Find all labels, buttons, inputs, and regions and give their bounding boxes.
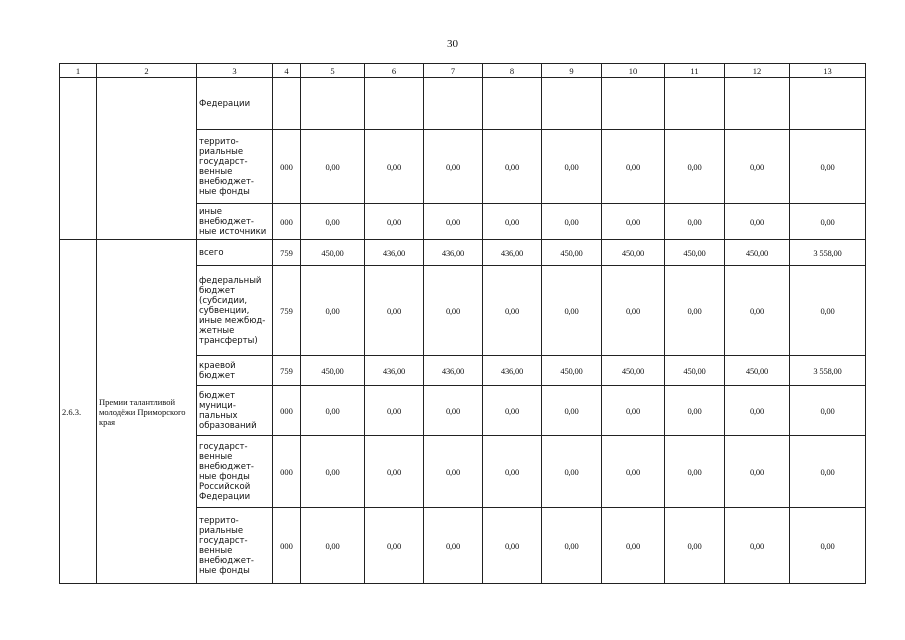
source-cell: краевой бюджет bbox=[197, 356, 273, 386]
value-cell: 0,00 bbox=[424, 130, 483, 204]
value-cell bbox=[424, 78, 483, 130]
value-cell: 3 558,00 bbox=[790, 356, 866, 386]
value-cell: 0,00 bbox=[301, 130, 365, 204]
value-cell: 0,00 bbox=[725, 386, 790, 436]
item-number: 2.6.3. bbox=[60, 240, 97, 584]
value-cell: 436,00 bbox=[424, 356, 483, 386]
value-cell: 0,00 bbox=[301, 386, 365, 436]
value-cell: 450,00 bbox=[542, 240, 602, 266]
source-cell: террито-риальные государст-венные внебюджет-ные фонды bbox=[197, 508, 273, 584]
column-header: 13 bbox=[790, 64, 866, 78]
column-header: 2 bbox=[97, 64, 197, 78]
value-cell: 436,00 bbox=[483, 240, 542, 266]
value-cell: 0,00 bbox=[424, 436, 483, 508]
table-row bbox=[60, 78, 866, 130]
value-cell: 0,00 bbox=[725, 508, 790, 584]
value-cell: 0,00 bbox=[790, 436, 866, 508]
value-cell: 436,00 bbox=[424, 240, 483, 266]
budget-table bbox=[59, 63, 866, 584]
value-cell: 0,00 bbox=[602, 436, 665, 508]
source-cell: государст-венные внебюджет-ные фонды Российской Федерации bbox=[197, 436, 273, 508]
value-cell: 0,00 bbox=[665, 204, 725, 240]
value-cell bbox=[725, 78, 790, 130]
code-cell: 000 bbox=[273, 204, 301, 240]
value-cell: 0,00 bbox=[483, 266, 542, 356]
value-cell: 0,00 bbox=[483, 386, 542, 436]
page-number: 30 bbox=[447, 38, 458, 50]
value-cell: 450,00 bbox=[725, 240, 790, 266]
value-cell: 0,00 bbox=[483, 436, 542, 508]
value-cell: 0,00 bbox=[790, 386, 866, 436]
item-name: Премии талантливой молодёжи Приморского края bbox=[97, 240, 197, 584]
value-cell: 0,00 bbox=[665, 436, 725, 508]
item-name-cell-empty bbox=[97, 78, 197, 240]
value-cell: 436,00 bbox=[365, 356, 424, 386]
value-cell: 0,00 bbox=[365, 386, 424, 436]
column-header: 10 bbox=[602, 64, 665, 78]
value-cell: 0,00 bbox=[665, 266, 725, 356]
value-cell: 0,00 bbox=[424, 266, 483, 356]
column-header: 12 bbox=[725, 64, 790, 78]
value-cell: 0,00 bbox=[725, 266, 790, 356]
value-cell: 0,00 bbox=[665, 508, 725, 584]
code-cell: 000 bbox=[273, 386, 301, 436]
value-cell: 436,00 bbox=[483, 356, 542, 386]
source-cell: федеральный бюджет (субсидии, субвенции, иные межбюд-жетные трансферты) bbox=[197, 266, 273, 356]
column-header: 11 bbox=[665, 64, 725, 78]
value-cell: 0,00 bbox=[365, 204, 424, 240]
value-cell: 436,00 bbox=[365, 240, 424, 266]
value-cell: 0,00 bbox=[424, 204, 483, 240]
value-cell: 0,00 bbox=[301, 204, 365, 240]
code-cell: 000 bbox=[273, 508, 301, 584]
item-number-cell-empty bbox=[60, 78, 97, 240]
value-cell: 0,00 bbox=[424, 386, 483, 436]
column-header: 6 bbox=[365, 64, 424, 78]
value-cell: 0,00 bbox=[542, 266, 602, 356]
value-cell: 0,00 bbox=[542, 386, 602, 436]
value-cell: 0,00 bbox=[483, 508, 542, 584]
value-cell bbox=[365, 78, 424, 130]
value-cell: 0,00 bbox=[542, 130, 602, 204]
value-cell: 0,00 bbox=[483, 204, 542, 240]
source-cell: бюджет муници-пальных образований bbox=[197, 386, 273, 436]
value-cell: 0,00 bbox=[602, 204, 665, 240]
value-cell: 0,00 bbox=[725, 204, 790, 240]
value-cell: 0,00 bbox=[790, 130, 866, 204]
value-cell: 0,00 bbox=[301, 436, 365, 508]
value-cell: 0,00 bbox=[365, 130, 424, 204]
value-cell: 450,00 bbox=[725, 356, 790, 386]
value-cell: 450,00 bbox=[602, 240, 665, 266]
value-cell: 0,00 bbox=[602, 266, 665, 356]
value-cell: 0,00 bbox=[424, 508, 483, 584]
value-cell bbox=[301, 78, 365, 130]
value-cell: 450,00 bbox=[301, 240, 365, 266]
value-cell bbox=[665, 78, 725, 130]
column-header: 3 bbox=[197, 64, 273, 78]
column-header: 1 bbox=[60, 64, 97, 78]
source-cell: всего bbox=[197, 240, 273, 266]
value-cell: 450,00 bbox=[665, 356, 725, 386]
value-cell bbox=[602, 78, 665, 130]
value-cell: 0,00 bbox=[725, 436, 790, 508]
value-cell: 0,00 bbox=[602, 130, 665, 204]
value-cell bbox=[542, 78, 602, 130]
code-cell bbox=[273, 78, 301, 130]
column-number-row bbox=[60, 64, 866, 78]
value-cell: 0,00 bbox=[790, 266, 866, 356]
code-cell: 759 bbox=[273, 356, 301, 386]
value-cell bbox=[483, 78, 542, 130]
column-header: 5 bbox=[301, 64, 365, 78]
code-cell: 000 bbox=[273, 436, 301, 508]
value-cell: 0,00 bbox=[602, 508, 665, 584]
value-cell: 0,00 bbox=[790, 508, 866, 584]
value-cell: 0,00 bbox=[725, 130, 790, 204]
value-cell: 450,00 bbox=[301, 356, 365, 386]
column-header: 9 bbox=[542, 64, 602, 78]
column-header: 7 bbox=[424, 64, 483, 78]
code-cell: 759 bbox=[273, 266, 301, 356]
source-cell: иные внебюджет-ные источники bbox=[197, 204, 273, 240]
value-cell: 0,00 bbox=[365, 508, 424, 584]
value-cell: 0,00 bbox=[602, 386, 665, 436]
code-cell: 759 bbox=[273, 240, 301, 266]
value-cell: 0,00 bbox=[665, 130, 725, 204]
value-cell: 3 558,00 bbox=[790, 240, 866, 266]
value-cell: 0,00 bbox=[301, 508, 365, 584]
column-header: 4 bbox=[273, 64, 301, 78]
value-cell: 450,00 bbox=[665, 240, 725, 266]
value-cell: 0,00 bbox=[790, 204, 866, 240]
value-cell bbox=[790, 78, 866, 130]
value-cell: 0,00 bbox=[542, 508, 602, 584]
value-cell: 0,00 bbox=[665, 386, 725, 436]
value-cell: 450,00 bbox=[602, 356, 665, 386]
value-cell: 0,00 bbox=[365, 436, 424, 508]
value-cell: 0,00 bbox=[483, 130, 542, 204]
value-cell: 0,00 bbox=[301, 266, 365, 356]
value-cell: 0,00 bbox=[542, 436, 602, 508]
value-cell: 0,00 bbox=[365, 266, 424, 356]
table-row bbox=[60, 240, 866, 266]
code-cell: 000 bbox=[273, 130, 301, 204]
value-cell: 0,00 bbox=[542, 204, 602, 240]
value-cell: 450,00 bbox=[542, 356, 602, 386]
source-cell: Федерации bbox=[197, 78, 273, 130]
source-cell: террито-риальные государст-венные внебюджет-ные фонды bbox=[197, 130, 273, 204]
column-header: 8 bbox=[483, 64, 542, 78]
